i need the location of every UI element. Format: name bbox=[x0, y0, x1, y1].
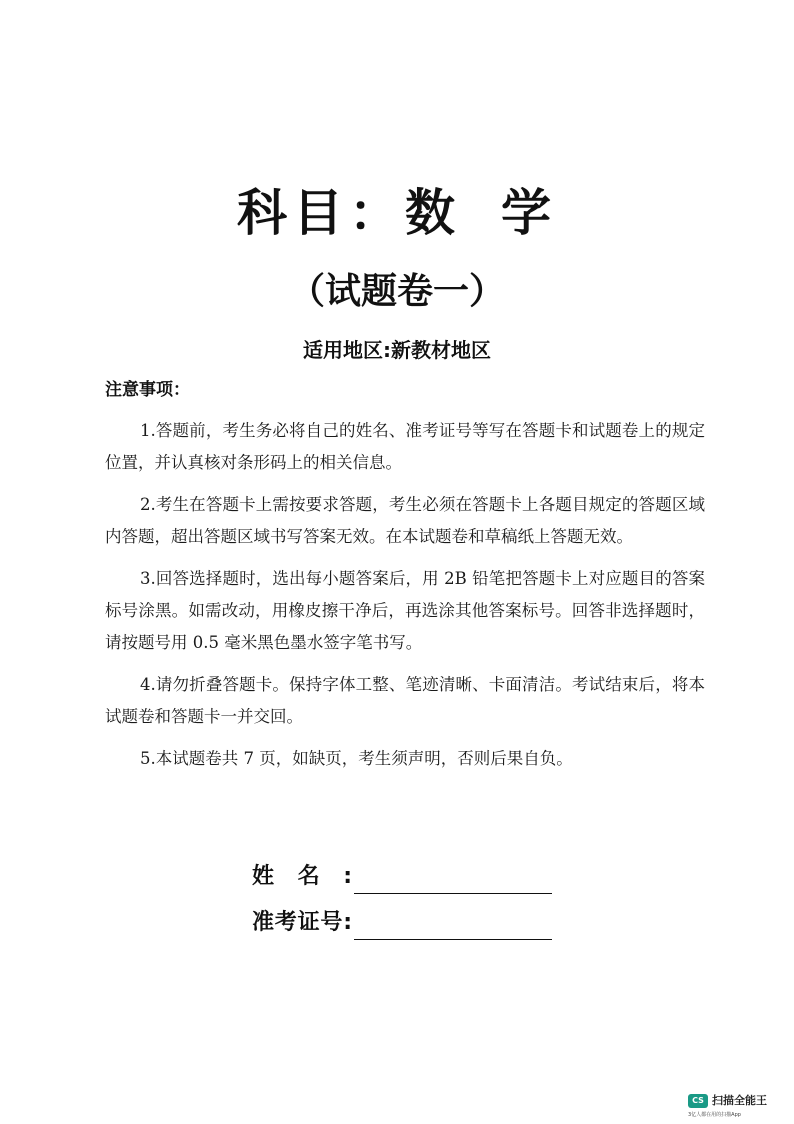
camscanner-logo-icon: CS bbox=[688, 1094, 708, 1108]
applicable-region: 适用地区:新教材地区 bbox=[303, 338, 491, 362]
watermark-app-name: 扫描全能王 bbox=[712, 1094, 767, 1107]
exam-id-field bbox=[252, 906, 552, 940]
notice-item-5: 5.本试题卷共 7 页，如缺页，考生须声明，否则后果自负。 bbox=[140, 749, 573, 768]
name-field-blank bbox=[354, 865, 552, 894]
exam-id-field-blank bbox=[354, 911, 552, 940]
watermark-tagline: 3亿人都在用的扫描App bbox=[688, 1112, 741, 1118]
notice-item-1: 1.答题前，考生务必将自己的姓名、准考证号等写在答题卡和试题卷上的规定位置，并认真核对条形码上的相关信息。 bbox=[105, 421, 705, 472]
exam-paper-subtitle: （试题卷一） bbox=[288, 271, 505, 312]
subject-title-left: 科目：数 bbox=[237, 184, 461, 242]
subject-title bbox=[0, 178, 794, 248]
exam-id-field-label: 准考证号: bbox=[252, 910, 352, 935]
scanner-watermark bbox=[688, 1094, 788, 1120]
notice-heading: 注意事项： bbox=[105, 380, 190, 400]
notice-item-4: 4.请勿折叠答题卡。保持字体工整、笔迹清晰、卡面清洁。考试结束后，将本试题卷和答题卡一并交回。 bbox=[105, 675, 705, 726]
subject-title-right: 学 bbox=[501, 184, 557, 242]
notice-item-3: 3.回答选择题时，选出每小题答案后，用 2B 铅笔把答题卡上对应题目的答案标号涂黑。如需改动，用橡皮擦干净后，再选涂其他答案标号。回答非选择题时，请按题号用 0.5 毫米黑色墨水签字笔书写。 bbox=[105, 569, 705, 652]
notice-list bbox=[105, 415, 705, 785]
name-field bbox=[252, 860, 552, 894]
name-field-label: 姓名: bbox=[252, 864, 352, 889]
notice-item-2: 2.考生在答题卡上需按要求答题，考生必须在答题卡上各题目规定的答题区域内答题，超出答题区域书写答案无效。在本试题卷和草稿纸上答题无效。 bbox=[105, 495, 705, 546]
